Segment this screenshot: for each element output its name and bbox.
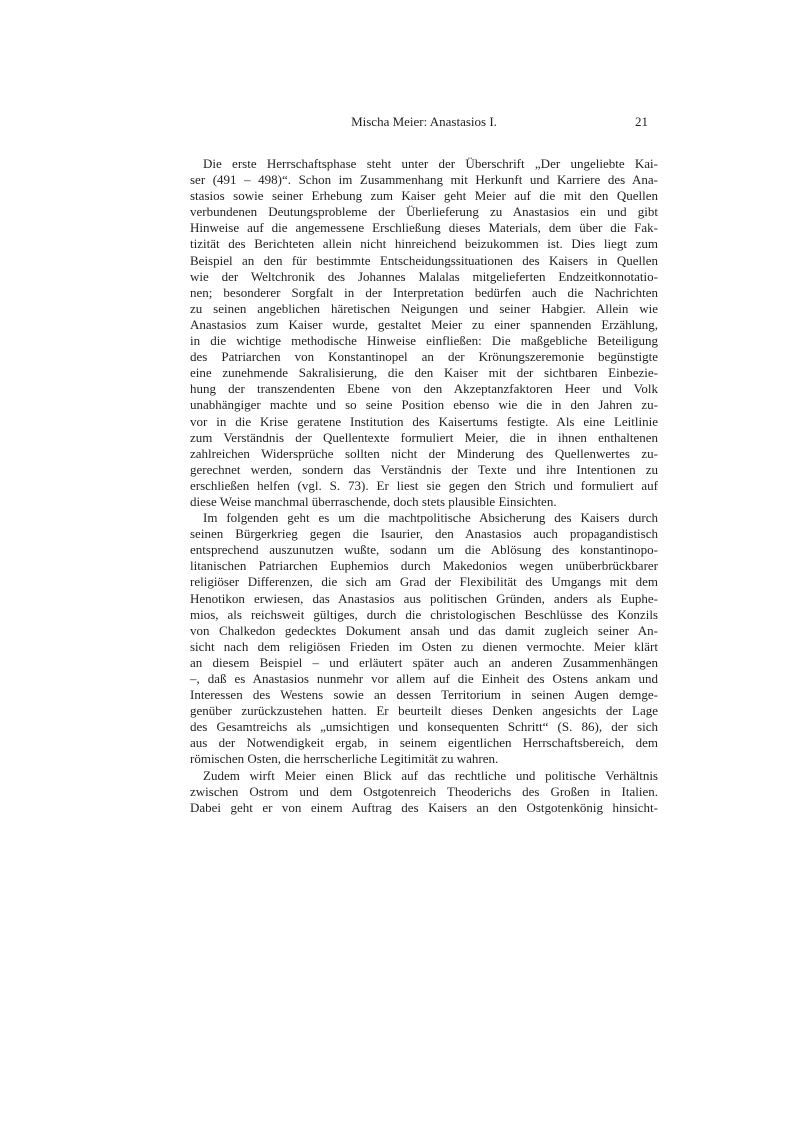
- text-line: Hinweise auf die angemessene Erschließung dieses Materials, dem über die Fak-: [190, 220, 658, 236]
- text-line: Beispiel an den für bestimmte Entscheidungssituationen des Kaisers in Quellen: [190, 252, 658, 268]
- text-line: an diesem Beispiel – und erläutert später auch an anderen Zusammenhängen: [190, 654, 658, 670]
- text-line: Die erste Herrschaftsphase steht unter der Überschrift „Der ungeliebte Kai-: [203, 156, 658, 171]
- text-line: zahlreichen Widersprüche sollten nicht der Minderung des Quellenwertes zu-: [190, 445, 658, 461]
- text-line: wie der Weltchronik des Johannes Malalas mitgelieferten Endzeitkonnotatio-: [190, 268, 658, 284]
- text-line: Im folgenden geht es um die machtpolitische Absicherung des Kaisers durch: [203, 510, 658, 526]
- body-text: [190, 156, 658, 816]
- text-line: in die wichtige methodische Hinweise einfließen: Die maßgebliche Beteiligung: [190, 333, 658, 349]
- text-line: mios, als reichsweit gültiges, durch die christologischen Beschlüsse des Konzils: [190, 606, 658, 622]
- text-line: gerechnet werden, sondern das Verständnis der Texte und ihre Intentionen zu: [190, 461, 658, 477]
- text-line: Dabei geht er von einem Auftrag des Kaisers an den Ostgotenkönig hinsicht-: [190, 799, 658, 815]
- text-line: zwischen Ostrom und dem Ostgotenreich Theoderichs des Großen in Italien.: [190, 783, 658, 799]
- text-line: eine zunehmende Sakralisierung, die den Kaiser mit der sichtbaren Einbezie-: [190, 365, 658, 381]
- text-line: zum Verständnis der Quellentexte formuliert Meier, die in ihnen enthaltenen: [190, 429, 658, 445]
- text-line: Zudem wirft Meier einen Blick auf das rechtliche und politische Verhältnis: [203, 767, 658, 783]
- text-line: Anastasios zum Kaiser wurde, gestaltet Meier zu einer spannenden Erzählung,: [190, 316, 658, 332]
- text-line: diese Weise manchmal überraschende, doch stets plausible Einsichten.: [190, 493, 557, 509]
- text-line: Interessen des Westens sowie an dessen Territorium in seinen Augen demge-: [190, 687, 658, 703]
- page-number: 21: [635, 114, 648, 129]
- paragraph: [190, 510, 658, 768]
- text-line: erschließen helfen (vgl. S. 73). Er liest sie gegen den Strich und formuliert auf: [190, 477, 658, 493]
- running-title: Mischa Meier: Anastasios I.: [351, 114, 497, 129]
- text-line: verbundenen Deutungsprobleme der Überlieferung zu Anastasios ein und gibt: [190, 204, 658, 220]
- text-line: ser (491 – 498)“. Schon im Zusammenhang mit Herkunft und Karriere des Ana-: [190, 172, 658, 188]
- text-line: genüber zurückzustehen hatten. Er beurteilt dieses Denken angesichts der Lage: [190, 703, 658, 719]
- text-line: vor in die Krise geratene Institution des Kaisertums festigte. Als eine Leitlinie: [190, 413, 658, 429]
- text-line: hung der transzendenten Ebene von den Akzeptanzfaktoren Heer und Volk: [190, 381, 658, 397]
- text-line: Henotikon erwiesen, das Anastasios aus politischen Gründen, anders als Euphe-: [190, 590, 658, 606]
- text-line: nen; besonderer Sorgfalt in der Interpretation bedürfen auch die Nachrichten: [190, 284, 658, 300]
- text-line: tizität des Berichteten allein nicht hinreichend beizukommen ist. Dies liegt zum: [190, 236, 658, 252]
- paragraph: [190, 156, 658, 510]
- text-line: stasios sowie seiner Erhebung zum Kaiser geht Meier auf die mit den Quellen: [190, 188, 658, 204]
- text-line: sicht nach dem religiösen Frieden im Osten zu dienen vermochte. Meier klärt: [190, 638, 658, 654]
- text-line: litanischen Patriarchen Euphemios durch Makedonios wegen unüberbrückbarer: [190, 558, 658, 574]
- text-line: zu seinen angeblichen häretischen Neigungen und seiner Habgier. Allein wie: [190, 300, 658, 316]
- text-line: des Gesamtreichs als „umsichtigen und konsequenten Schritt“ (S. 86), der sich: [190, 719, 658, 735]
- text-line: römischen Osten, die herrscherliche Legitimität zu wahren.: [190, 751, 499, 767]
- text-line: seinen Bürgerkrieg gegen die Isaurier, den Anastasios auch propagandistisch: [190, 526, 658, 542]
- text-line: aus der Notwendigkeit ergab, in seinem eigentlichen Herrschaftsbereich, dem: [190, 735, 658, 751]
- text-line: –, daß es Anastasios nunmehr vor allem auf die Einheit des Ostens ankam und: [190, 671, 658, 686]
- text-line: des Patriarchen von Konstantinopel an der Krönungszeremonie begünstigte: [190, 349, 658, 365]
- text-line: unabhängiger machte und so seine Position ebenso wie die in den Jahren zu-: [190, 397, 658, 413]
- paragraph: [190, 768, 658, 816]
- text-line: von Chalkedon gedecktes Dokument ansah und das damit zugleich seiner An-: [190, 622, 658, 638]
- text-line: religiöser Differenzen, die sich am Grad der Flexibilität des Umgangs mit dem: [190, 574, 658, 590]
- text-line: entsprechend auszunutzen wußte, sodann um die Ablösung des konstantinopo-: [190, 542, 658, 558]
- running-head: [190, 114, 658, 132]
